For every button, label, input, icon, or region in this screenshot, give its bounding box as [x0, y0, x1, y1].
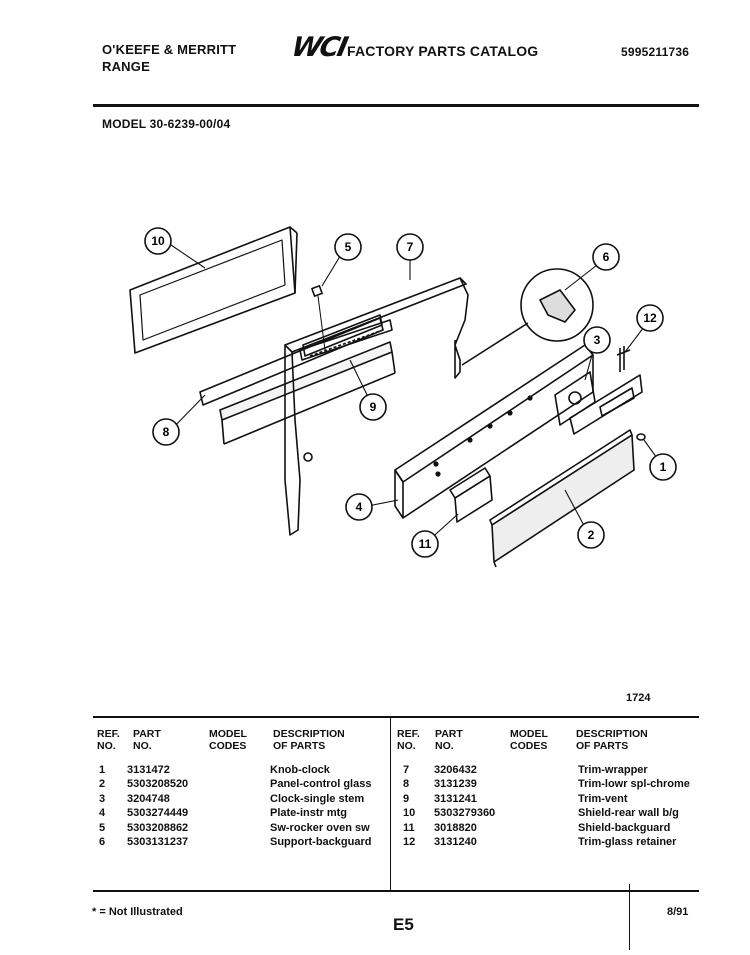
table-cell-ref: 8	[403, 778, 410, 791]
callout-3	[584, 327, 610, 353]
part-clock-knob	[637, 434, 645, 440]
table-cell-ref: 10	[403, 807, 416, 820]
svg-text:1: 1	[659, 460, 667, 474]
table-cell-part: 3131241	[434, 792, 477, 805]
table-cell-desc: Panel-control glass	[270, 778, 372, 791]
callout-4	[346, 494, 372, 520]
table-cell-ref: 7	[403, 764, 410, 776]
part-clock	[555, 372, 595, 425]
svg-text:6: 6	[602, 250, 610, 264]
header-model-codes-right: MODEL CODES	[510, 728, 548, 752]
svg-text:8: 8	[162, 425, 170, 439]
callout-9	[360, 394, 386, 420]
part-lower-trim	[200, 318, 395, 444]
table-cell-part: 5303208862	[127, 821, 189, 834]
wci-logo: WCI	[288, 32, 349, 63]
catalog-number: 5995211736	[621, 45, 690, 59]
table-cell-part: 5303274449	[127, 807, 189, 820]
table-cell-ref: 11	[403, 821, 415, 834]
table-cell-desc: Plate-instr mtg	[270, 807, 348, 820]
table-cell-desc: Trim-wrapper	[578, 764, 648, 776]
manufacturer-name: O'KEEFE & MERRITT	[102, 42, 237, 57]
catalog-title: FACTORY PARTS CATALOG	[347, 43, 539, 59]
table-cell-desc: Support-backguard	[270, 835, 372, 848]
page-number: E5	[393, 915, 414, 934]
svg-text:11: 11	[418, 537, 432, 551]
part-control-glass	[490, 375, 642, 567]
table-cell-desc: Trim-lowr spl-chrome	[578, 778, 690, 791]
table-cell-desc: Shield-backguard	[578, 821, 671, 834]
header-model-codes: MODEL CODES	[209, 728, 247, 752]
table-cell-ref: 6	[99, 835, 106, 848]
svg-text:2: 2	[587, 528, 595, 542]
table-cell-ref: 9	[403, 792, 410, 805]
table-cell-part: 3131239	[434, 778, 477, 791]
catalog-date: 8/91	[667, 906, 689, 918]
part-backguard-shield	[450, 468, 492, 522]
svg-text:4: 4	[355, 500, 363, 514]
callout-10	[145, 228, 171, 254]
product-type: RANGE	[102, 59, 150, 74]
callout-1	[650, 454, 676, 480]
table-cell-ref: 12	[403, 835, 416, 848]
callout-11	[412, 531, 438, 557]
svg-text:10: 10	[151, 234, 165, 248]
header-part-no: PART NO.	[133, 728, 161, 752]
table-cell-part: 3206432	[434, 764, 477, 776]
table-cell-ref: 2	[99, 778, 106, 791]
table-cell-part: 3131472	[127, 764, 170, 776]
table-cell-desc: Clock-single stem	[270, 792, 365, 805]
part-glass-retainer	[617, 346, 630, 372]
callout-12	[637, 305, 663, 331]
header-part-no-right: PART NO.	[435, 728, 463, 752]
table-cell-ref: 5	[99, 821, 106, 834]
table-column-divider	[390, 718, 391, 890]
callout-7	[397, 234, 423, 260]
callout-2	[578, 522, 604, 548]
header-ref-no-right: REF. NO.	[397, 728, 420, 752]
table-cell-desc: Trim-glass retainer	[578, 835, 677, 848]
table-cell-part: 5303208520	[127, 778, 189, 791]
svg-text:7: 7	[406, 240, 414, 254]
callout-8	[153, 419, 179, 445]
table-cell-ref: 3	[99, 792, 106, 805]
table-cell-desc: Trim-vent	[578, 792, 628, 805]
table-cell-part: 3018820	[434, 821, 477, 834]
table-cell-desc: Sw-rocker oven sw	[270, 821, 370, 834]
table-cell-desc: Shield-rear wall b/g	[578, 807, 679, 820]
table-cell-part: 3131240	[434, 835, 477, 848]
table-cell-ref: 1	[99, 764, 106, 776]
footer-divider	[629, 884, 630, 950]
not-illustrated-note: * = Not Illustrated	[92, 906, 183, 918]
table-top-rule	[93, 716, 699, 718]
callout-6	[593, 244, 619, 270]
header-description-right: DESCRIPTION OF PARTS	[576, 728, 648, 752]
table-cell-desc: Knob-clock	[270, 764, 330, 776]
table-cell-part: 5303131237	[127, 835, 189, 848]
svg-text:5: 5	[344, 240, 352, 254]
footer-rule	[93, 890, 699, 892]
table-cell-ref: 4	[99, 807, 106, 820]
svg-text:9: 9	[369, 400, 377, 414]
callout-5	[335, 234, 361, 260]
model-number: MODEL 30-6239-00/04	[102, 117, 231, 131]
table-cell-part: 3204748	[127, 792, 170, 805]
table-cell-part: 5303279360	[434, 807, 496, 820]
header-ref-no: REF. NO.	[97, 728, 120, 752]
header-description: DESCRIPTION OF PARTS	[273, 728, 345, 752]
svg-text:12: 12	[643, 311, 657, 325]
figure-number: 1724	[626, 692, 651, 704]
svg-text:3: 3	[593, 333, 601, 347]
